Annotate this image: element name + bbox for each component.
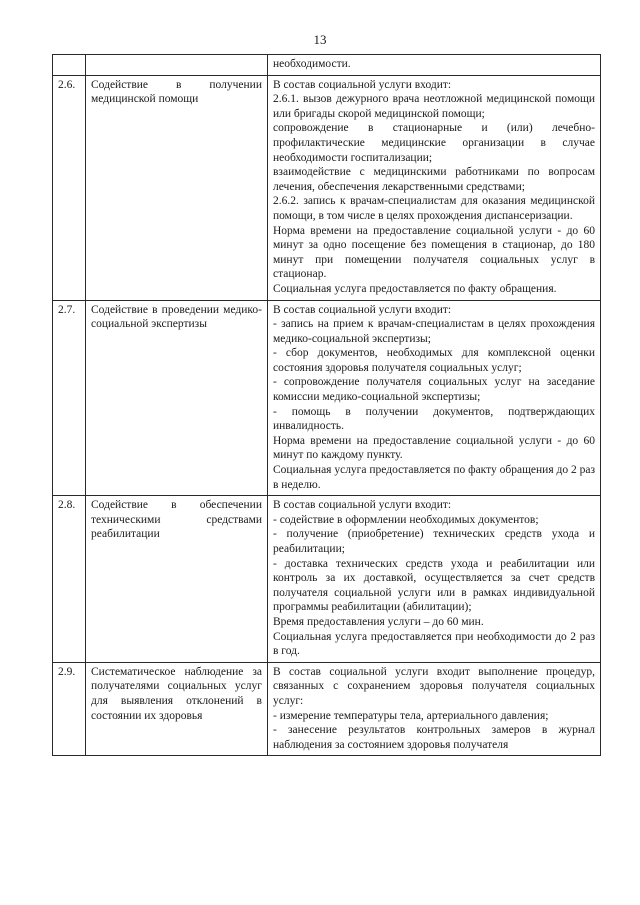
desc-line: В состав социальной услуги входит выполнение процедур, связанных с сохранением здоровья получателя социальных услуг:	[273, 665, 595, 707]
desc-line: Норма времени на предоставление социальной услуги - до 60 минут за одно посещение без помещения в стационар, до 180 минут при помещении получателя социальных услуг в стационар.	[273, 224, 595, 281]
service-name: Содействие в обеспечении техническими средствами реабилитации	[86, 496, 268, 663]
desc-line: В состав социальной услуги входит:	[273, 499, 452, 512]
table-row	[53, 662, 601, 756]
table-row-continuation	[53, 55, 601, 76]
desc-line: В состав социальной услуги входит:	[273, 78, 452, 91]
services-table	[52, 54, 601, 756]
desc-line: - сбор документов, необходимых для комплексной оценки состояния здоровья получателя социальных услуг;	[273, 347, 595, 374]
service-description	[268, 662, 601, 756]
desc-line: Социальная услуга предоставляется по факту обращения до 2 раз в неделю.	[273, 464, 595, 491]
desc-line: - сопровождение получателя социальных услуг на заседание комиссии медико-социальной экспертизы;	[273, 376, 595, 404]
desc-line: Норма времени на предоставление социальной услуги - до 60 минут по каждому пункту.	[273, 434, 595, 462]
desc-line: - занесение результатов контрольных замеров в журнал наблюдения за состоянием здоровья получателя	[273, 724, 595, 751]
table-row	[53, 75, 601, 300]
desc-line: - содействие в оформлении необходимых документов;	[273, 513, 539, 526]
desc-line: сопровождение в стационарные и (или) лечебно-профилактические медицинские организации в случае необходимости госпитализации;	[273, 122, 595, 164]
row-number: 2.8.	[53, 496, 86, 663]
continuation-text: необходимости.	[273, 58, 351, 70]
desc-line: Социальная услуга предоставляется при необходимости до 2 раз в год.	[273, 630, 595, 658]
desc-line: взаимодействие с медицинскими работниками по вопросам лечения, обеспечения лекарственными средствами;	[273, 166, 595, 193]
table-row	[53, 300, 601, 496]
desc-line: - помощь в получении документов, подтверждающих инвалидность.	[273, 405, 595, 433]
service-description	[268, 496, 601, 663]
desc-line: Социальная услуга предоставляется по факту обращения.	[273, 282, 557, 295]
cell-num	[53, 55, 86, 76]
row-number: 2.7.	[53, 300, 86, 496]
desc-line: 2.6.1. вызов дежурного врача неотложной медицинской помощи или бригады скорой медицинской помощи;	[273, 93, 595, 120]
cell-name	[86, 55, 268, 76]
cell-desc	[268, 55, 601, 76]
table-row	[53, 496, 601, 663]
desc-line: В состав социальной услуги входит:	[273, 303, 452, 316]
desc-line: - доставка технических средств ухода и реабилитации или контроль за их доставкой, осуществляется за счет средств получателя социальной услуги или в рамках индивидуальной программы реабилитации (абилитации);	[273, 557, 595, 614]
desc-line: - получение (приобретение) технических средств ухода и реабилитации;	[273, 528, 595, 555]
service-description	[268, 75, 601, 300]
desc-line: 2.6.2. запись к врачам-специалистам для оказания медицинской помощи, в том числе в целях прохождения диспансеризации.	[273, 195, 595, 222]
desc-line: - запись на прием к врачам-специалистам в целях прохождения медико-социальной экспертизы;	[273, 318, 595, 345]
service-description	[268, 300, 601, 496]
row-number: 2.6.	[53, 75, 86, 300]
page-number: 13	[313, 32, 327, 47]
desc-line: - измерение температуры тела, артериального давления;	[273, 709, 549, 722]
service-name: Содействие в получении медицинской помощи	[86, 75, 268, 300]
desc-line: Время предоставления услуги – до 60 мин.	[273, 615, 484, 628]
service-name: Содействие в проведении медико-социальной экспертизы	[86, 300, 268, 496]
row-number: 2.9.	[53, 662, 86, 756]
service-name: Систематическое наблюдение за получателями социальных услуг для выявления отклонений в состоянии их здоровья	[86, 662, 268, 756]
